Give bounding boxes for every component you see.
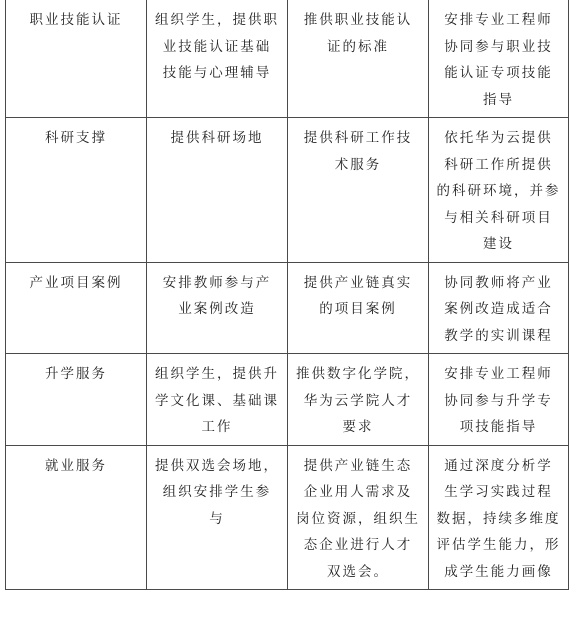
cell-line: 术服务: [334, 156, 382, 173]
table-row-certification: [6, 0, 569, 118]
cell-line: 通过深度分析学: [444, 457, 553, 474]
row-heading-cell: [6, 118, 147, 263]
school-cell: [147, 118, 288, 263]
cell-line: 业案例改造: [178, 301, 256, 317]
cell-line: 协同参与升学专: [444, 392, 553, 409]
cell-line: 推供数字化学院，: [296, 366, 420, 382]
school-cell: [147, 445, 288, 590]
enterprise-cell: [288, 262, 429, 354]
cell-line: 岗位资源，组织生: [296, 510, 420, 527]
cell-line: 提供产业链生态: [303, 457, 413, 474]
row-heading: 产业项目案例: [29, 274, 123, 291]
cell-line: 与: [209, 510, 225, 527]
table-row-employment: [6, 445, 569, 590]
cell-line: 指导: [483, 91, 514, 108]
cell-line: 工作: [201, 419, 233, 435]
huawei-cell: [429, 354, 569, 446]
cell-line: 依托华为云提供: [444, 130, 553, 146]
cell-line: 能认证专项技能: [444, 65, 553, 81]
cell-line: 业技能认证基础: [162, 38, 272, 55]
huawei-cell: [429, 0, 569, 118]
cell-line: 华为云学院人才: [303, 392, 413, 409]
cell-line: 协同教师将产业: [444, 274, 553, 291]
cell-line: 的项目案例: [319, 301, 397, 317]
cell-line: 教学的实训课程: [444, 327, 553, 344]
row-heading-cell: [6, 445, 147, 590]
school-cell: [147, 262, 288, 354]
enterprise-cell: [288, 445, 429, 590]
table-row-research: [6, 118, 569, 263]
cell-line: 企业用人需求及: [303, 484, 413, 500]
cell-line: 安排教师参与产: [162, 274, 272, 291]
cooperation-table: [5, 0, 569, 590]
cell-line: 态企业进行人才: [303, 537, 413, 553]
cell-line: 双选会。: [327, 563, 389, 580]
cell-line: 提供科研工作技: [303, 130, 413, 146]
cell-line: 安排专业工程师: [444, 366, 553, 382]
cell-line: 技能与心理辅导: [162, 65, 272, 81]
cell-line: 评估学生能力，形: [436, 537, 561, 553]
row-heading: 职业技能认证: [29, 12, 123, 28]
cell-line: 数据，持续多维度: [436, 510, 561, 527]
table-body: [6, 0, 569, 590]
cell-line: 成学生能力画像: [444, 563, 553, 580]
cell-line: 项技能指导: [459, 419, 538, 435]
cell-line: 生学习实践过程: [444, 484, 553, 500]
cell-line: 安排专业工程师: [444, 12, 553, 28]
row-heading-cell: [6, 354, 147, 446]
table-row-further-study: [6, 354, 569, 446]
cell-line: 的科研环境，并参: [436, 183, 561, 199]
row-heading-cell: [6, 0, 147, 118]
enterprise-cell: [288, 354, 429, 446]
cell-line: 提供产业链真实: [303, 274, 413, 291]
table-row-industry-cases: [6, 262, 569, 354]
cell-line: 协同参与职业技: [444, 38, 553, 55]
cell-line: 组织安排学生参: [162, 484, 272, 500]
school-cell: [147, 354, 288, 446]
cell-line: 要求: [342, 419, 374, 435]
enterprise-cell: [288, 118, 429, 263]
row-heading: 升学服务: [45, 366, 107, 382]
cell-line: 学文化课、基础课: [155, 392, 279, 409]
cell-line: 与相关科研项目: [444, 209, 553, 226]
huawei-cell: [429, 118, 569, 263]
cell-line: 案例改造成适合: [444, 301, 553, 317]
cell-line: 推供职业技能认: [303, 12, 413, 28]
row-heading: 就业服务: [45, 457, 107, 474]
school-cell: [147, 0, 288, 118]
row-heading-cell: [6, 262, 147, 354]
cell-line: 科研工作所提供: [444, 156, 553, 173]
huawei-cell: [429, 262, 569, 354]
cell-line: 组织学生，提供职: [155, 12, 279, 28]
cell-line: 提供双选会场地，: [155, 457, 279, 474]
huawei-cell: [429, 445, 569, 590]
cell-line: 组织学生，提供升: [155, 366, 279, 382]
cell-line: 证的标准: [327, 38, 389, 55]
row-heading: 科研支撑: [45, 130, 107, 146]
enterprise-cell: [288, 0, 429, 118]
cell-line: 提供科研场地: [170, 130, 264, 146]
cell-line: 建设: [483, 236, 514, 252]
